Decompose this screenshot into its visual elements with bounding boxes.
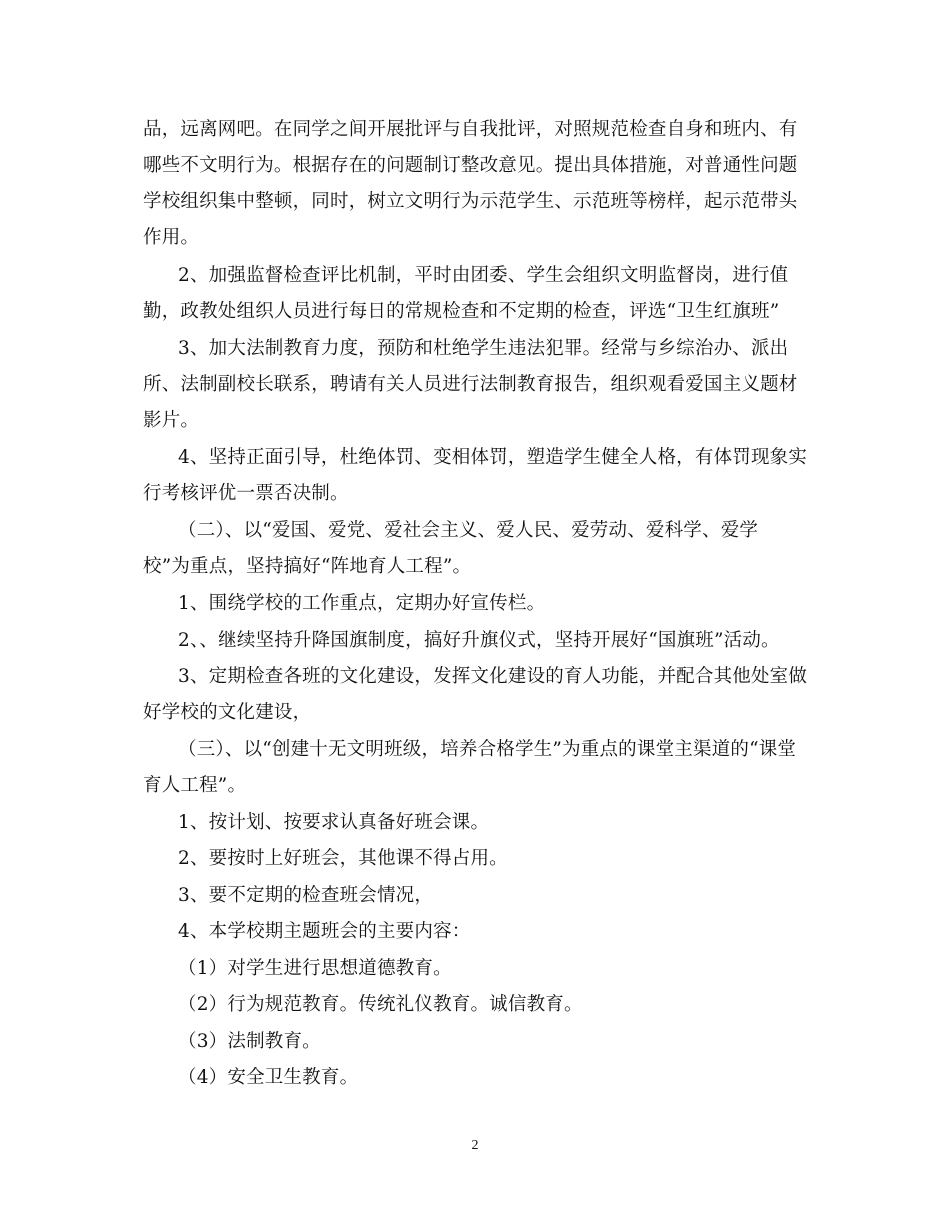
text-line: 勤，政教处组织人员进行每日的常规检查和不定期的检查，评选“卫生红旗班” bbox=[143, 301, 780, 322]
text-line: 2、加强监督检查评比机制，平时由团委、学生会组织文明监督岗，进行值 bbox=[178, 265, 789, 286]
text-line: 4、本学校期主题班会的主要内容： bbox=[178, 921, 471, 942]
text-line: 影片。 bbox=[143, 410, 200, 431]
text-line: 校”为重点，坚持搞好“阵地育人工程”。 bbox=[143, 556, 472, 577]
text-line: 育人工程”。 bbox=[143, 775, 247, 796]
text-line: 2、、继续坚持升降国旗制度，搞好升旗仪式，坚持开展好“国旗班”活动。 bbox=[178, 630, 780, 651]
text-line: （3）法制教育。 bbox=[178, 1031, 321, 1052]
text-line: （4）安全卫生教育。 bbox=[178, 1067, 359, 1088]
text-line: 3、定期检查各班的文化建设，发挥文化建设的育人功能，并配合其他处室做 bbox=[178, 666, 808, 687]
text-line: （2）行为规范教育。传统礼仪教育。诚信教育。 bbox=[178, 994, 583, 1015]
text-line: 学校组织集中整顿，同时，树立文明行为示范学生、示范班等榜样，起示范带头 bbox=[143, 191, 798, 212]
text-line: （1）对学生进行思想道德教育。 bbox=[178, 958, 452, 979]
text-line: 2、要按时上好班会，其他课不得占用。 bbox=[178, 848, 508, 869]
text-line: 行考核评优一票否决制。 bbox=[143, 483, 349, 504]
text-line: 4、坚持正面引导，杜绝体罚、变相体罚，塑造学生健全人格，有体罚现象实 bbox=[178, 447, 808, 468]
text-line: 品，远离网吧。在同学之间开展批评与自我批评，对照规范检查自身和班内、有 bbox=[143, 119, 798, 140]
text-line: 作用。 bbox=[143, 227, 200, 248]
text-line: （二）、以“爱国、爱党、爱社会主义、爱人民、爱劳动、爱科学、爱学 bbox=[178, 520, 759, 541]
text-line: 1、按计划、按要求认真备好班会课。 bbox=[178, 812, 490, 833]
text-line: 好学校的文化建设， bbox=[143, 702, 312, 723]
text-line: （三）、以“创建十无文明班级，培养合格学生”为重点的课堂主渠道的“课堂 bbox=[178, 739, 797, 760]
text-line: 3、加大法制教育力度，预防和杜绝学生违法犯罪。经常与乡综治办、派出 bbox=[178, 338, 789, 359]
text-line: 3、要不定期的检查班会情况， bbox=[178, 885, 434, 906]
text-line: 1、围绕学校的工作重点，定期办好宣传栏。 bbox=[178, 593, 546, 614]
text-line: 所、法制副校长联系，聘请有关人员进行法制教育报告，组织观看爱国主义题材 bbox=[143, 374, 798, 395]
page-number: 2 bbox=[471, 1138, 479, 1153]
text-line: 哪些不文明行为。根据存在的问题制订整改意见。提出具体措施，对普通性问题 bbox=[143, 155, 798, 176]
